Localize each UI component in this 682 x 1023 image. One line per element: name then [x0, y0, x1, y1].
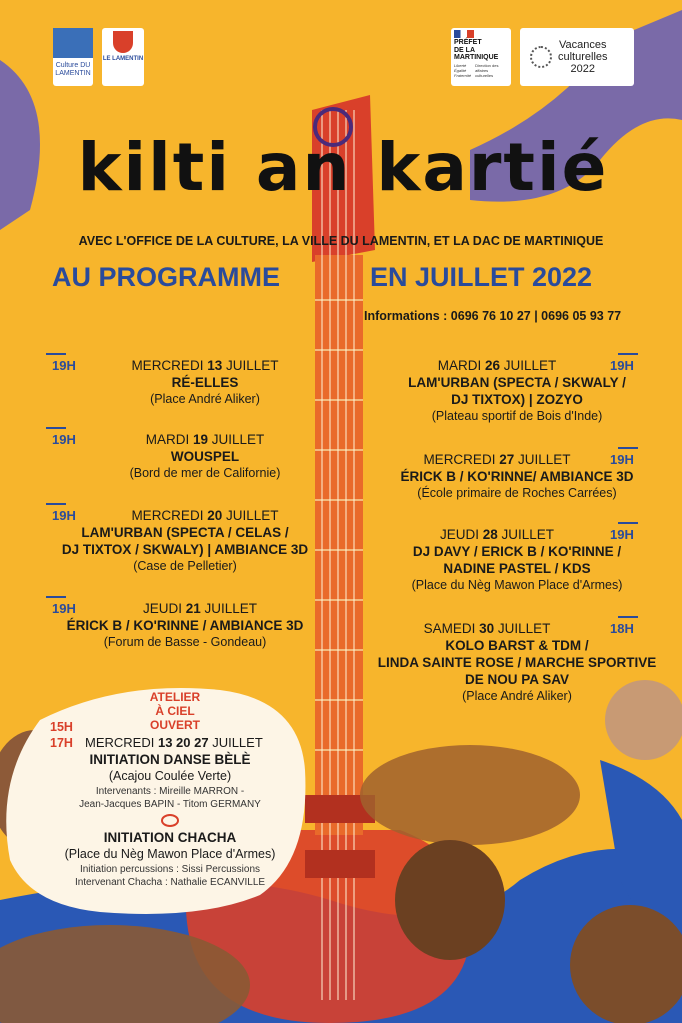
prefet-motto-1: Liberté	[454, 62, 467, 68]
event-acts-1: LAM'URBAN (SPECTA / CELAS /	[81, 525, 289, 540]
event-day: JEUDI	[439, 527, 479, 542]
event-month: JUILLET	[501, 527, 555, 542]
event-left-2-hour: 19H	[52, 432, 76, 447]
event-left-3-hour: 19H	[52, 508, 76, 523]
prefet-line-2: DE LA	[454, 46, 475, 54]
program-heading-right: EN JUILLET 2022	[370, 262, 593, 292]
prefet-line-1: PRÉFET	[454, 39, 482, 46]
event-left-2	[70, 431, 340, 482]
event-right-1-hour: 19H	[610, 358, 634, 373]
atelier-heading-1: ATELIER	[149, 690, 201, 704]
prefet-motto-3: Fraternité	[454, 72, 472, 78]
event-num: 20	[207, 508, 223, 523]
logo-lamentin-text: LE LAMENTIN	[102, 56, 144, 62]
event-num: 28	[482, 527, 498, 542]
event-right-2-hour: 19H	[610, 452, 634, 467]
event-place: (Place André Aliker)	[150, 392, 260, 406]
event-left-1	[70, 357, 340, 408]
prefet-motto-2: Égalité	[454, 67, 467, 73]
logo-prefet	[451, 28, 511, 86]
event-left-3	[30, 507, 340, 575]
event-right-3-hour: 19H	[610, 527, 634, 542]
atelier-hours	[50, 719, 73, 751]
event-num: 27	[499, 452, 515, 467]
event-place: (Bord de mer de Californie)	[129, 466, 281, 480]
event-place: (École primaire de Roches Carrées)	[417, 486, 617, 500]
program-heading-left: AU PROGRAMME	[52, 262, 280, 292]
event-right-4	[362, 620, 672, 705]
event-place: (Case de Pelletier)	[133, 559, 237, 573]
event-acts-2: NADINE PASTEL / KDS	[443, 561, 591, 576]
event-day: JEUDI	[142, 601, 182, 616]
logo-office-culture-mark	[53, 28, 93, 58]
event-left-4-hour: 19H	[52, 601, 76, 616]
event-month: JUILLET	[226, 508, 279, 523]
atelier-date	[85, 735, 263, 750]
atelier-hour-2: 17H	[50, 736, 73, 750]
photo-singer	[395, 840, 505, 960]
event-acts-1: DJ DAVY / ERICK B / KO'RINNE /	[412, 544, 622, 559]
prefet-sub-2: affaires	[475, 67, 489, 73]
atelier-heading-2: À CIEL OUVERT	[149, 704, 200, 732]
event-month: JUILLET	[204, 601, 258, 616]
event-num: 13	[207, 358, 223, 373]
event-month: JUILLET	[497, 621, 551, 636]
separator-ring-icon	[161, 814, 179, 827]
info-phone: Informations : 0696 76 10 27 | 0696 05 93 77	[364, 309, 622, 323]
logo-office-culture-text: Culture DU LAMENTIN	[55, 62, 91, 77]
atelier-workshops	[40, 751, 300, 889]
event-place: (Plateau sportif de Bois d'Inde)	[431, 409, 603, 423]
event-day: MARDI	[437, 358, 482, 373]
atelier-heading	[130, 690, 220, 732]
purple-swoosh-left	[0, 60, 40, 230]
event-num: 21	[185, 601, 201, 616]
event-right-1	[372, 357, 662, 425]
event-month: JUILLET	[226, 358, 279, 373]
event-acts: RÉ-ELLES	[171, 375, 239, 390]
event-left-4	[30, 600, 340, 651]
event-acts-1: LAM'URBAN (SPECTA / SKWALY /	[408, 375, 626, 390]
workshop-1-people-1: Intervenants : Mireille MARRON -	[95, 786, 245, 797]
workshop-2-people-1: Initiation percussions : Sissi Percussions	[79, 864, 261, 875]
event-num: 30	[479, 621, 495, 636]
workshop-2-people-2: Intervenant Chacha : Nathalie ECANVILLE	[74, 877, 266, 888]
event-acts: WOUSPEL	[170, 449, 240, 464]
vacances-line-2: culturelles	[558, 51, 608, 63]
event-acts-3: DE NOU PA SAV	[464, 672, 569, 687]
workshop-2-title: INITIATION CHACHA	[103, 830, 237, 845]
workshop-1-people-2: Jean-Jacques BAPIN - Titom GERMANY	[79, 799, 261, 810]
subtitle: AVEC L'OFFICE DE LA CULTURE, LA VILLE DU LAMENTIN, ET LA DAC DE MARTINIQUE	[78, 234, 604, 248]
workshop-1-title: INITIATION DANSE BÈLÈ	[89, 752, 251, 767]
photo-musicians-right	[360, 745, 580, 845]
atelier-hour-1: 15H	[50, 720, 73, 734]
lamentin-shield-icon	[113, 31, 133, 53]
event-month: JUILLET	[211, 432, 265, 447]
atelier-nums: 13 20 27	[157, 735, 209, 750]
event-acts-2: LINDA SAINTE ROSE / MARCHE SPORTIVE	[377, 655, 657, 670]
event-acts-2: DJ TIXTOX) | ZOZYO	[451, 392, 583, 407]
prefet-sub-1: Direction des	[475, 62, 499, 68]
event-acts-1: KOLO BARST & TDM /	[445, 638, 589, 653]
event-place: (Forum de Basse - Gondeau)	[103, 635, 267, 649]
prefet-line-3: MARTINIQUE	[454, 54, 499, 61]
event-day: MERCREDI	[423, 452, 496, 467]
event-acts: ÉRICK B / KO'RINNE/ AMBIANCE 3D	[400, 469, 634, 484]
event-day: SAMEDI	[423, 621, 476, 636]
logo-lamentin	[102, 28, 144, 86]
workshop-2-place: (Place du Nèg Mawon Place d'Armes)	[64, 847, 276, 861]
atelier-month: JUILLET	[212, 735, 263, 750]
event-num: 26	[484, 358, 500, 373]
event-place: (Place André Aliker)	[462, 689, 572, 703]
event-month: JUILLET	[518, 452, 571, 467]
event-place: (Place du Nèg Mawon Place d'Armes)	[411, 578, 623, 592]
prefet-sub-3: culturelles	[475, 72, 494, 78]
event-right-4-hour: 18H	[610, 621, 634, 636]
event-left-1-hour: 19H	[52, 358, 76, 373]
event-right-2	[372, 451, 662, 502]
flag-icon	[454, 30, 474, 38]
event-month: JUILLET	[503, 358, 557, 373]
event-day: MARDI	[145, 432, 190, 447]
logo-office-culture	[53, 28, 93, 86]
event-acts-2: DJ TIXTOX / SKWALY) | AMBIANCE 3D	[61, 542, 309, 557]
event-acts: ÉRICK B / KO'RINNE / AMBIANCE 3D	[66, 618, 304, 633]
event-day: MERCREDI	[131, 508, 204, 523]
vacances-line-3: 2022	[570, 63, 595, 75]
logo-vacances-culturelles	[520, 28, 634, 86]
event-right-3	[372, 526, 662, 594]
vacances-line-1: Vacances	[559, 39, 607, 51]
guitar-pickup-2	[305, 850, 375, 878]
page-title: kilti an kartié	[77, 129, 609, 206]
workshop-1-place: (Acajou Coulée Verte)	[108, 769, 232, 783]
event-num: 19	[192, 432, 208, 447]
event-day: MERCREDI	[131, 358, 204, 373]
atelier-day: MERCREDI	[85, 735, 155, 750]
sun-icon	[530, 46, 552, 68]
